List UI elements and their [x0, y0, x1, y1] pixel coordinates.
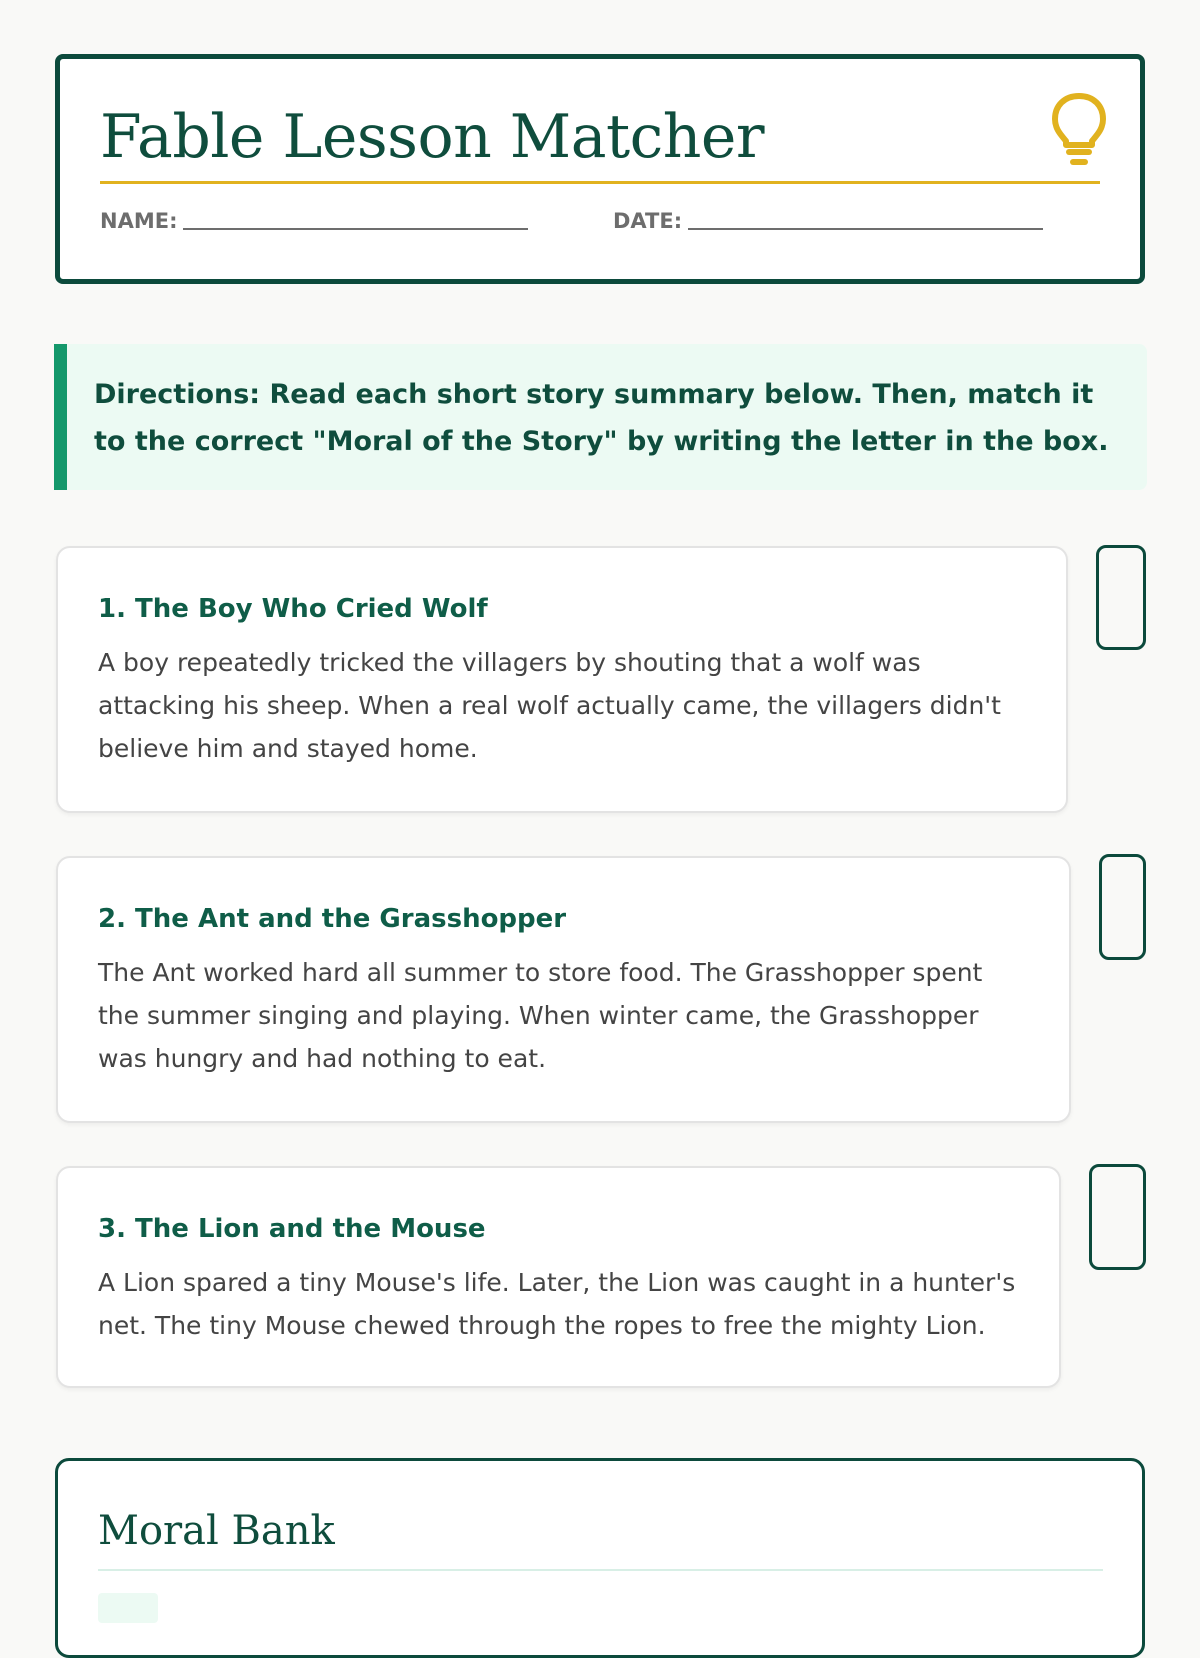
- answer-box-1[interactable]: [1096, 545, 1146, 650]
- moral-bank: [55, 1458, 1145, 1658]
- moral-bank-divider: [98, 1569, 1103, 1571]
- story-summary: A Lion spared a tiny Mouse's life. Later, the Lion was caught in a hunter's net. The tiny Mouse chewed through the ropes to free the mighty Lion.: [98, 1268, 1016, 1340]
- name-blank-line[interactable]: [183, 228, 528, 230]
- answer-box-2[interactable]: [1099, 854, 1146, 960]
- story-card-2: [56, 856, 1071, 1123]
- story-card-1: [56, 546, 1068, 813]
- lightbulb-icon: [1050, 91, 1108, 167]
- date-blank-line[interactable]: [688, 228, 1043, 230]
- moral-letter-chip: [98, 1593, 158, 1623]
- story-summary: A boy repeatedly tricked the villagers by shouting that a wolf was attacking his sheep. When a real wolf actually came, the villagers didn't believe him and stayed home.: [98, 648, 1001, 763]
- story-title: 3. The Lion and the Mouse: [98, 1214, 486, 1244]
- name-label: NAME:: [100, 209, 178, 233]
- moral-bank-title: Moral Bank: [98, 1508, 335, 1554]
- story-summary: The Ant worked hard all summer to store food. The Grasshopper spent the summer singing and playing. When winter came, the Grasshopper was hungry and had nothing to eat.: [98, 958, 983, 1073]
- directions-text: Directions: Read each short story summary below. Then, match it to the correct "Moral of the Story" by writing the letter in the box.: [94, 379, 1109, 457]
- story-title: 1. The Boy Who Cried Wolf: [98, 594, 488, 624]
- date-label: DATE:: [613, 209, 683, 233]
- answer-box-3[interactable]: [1089, 1164, 1146, 1270]
- title-divider: [100, 181, 1100, 184]
- story-card-3: [56, 1166, 1061, 1388]
- date-field[interactable]: [613, 209, 1043, 233]
- worksheet-header: [55, 54, 1145, 284]
- directions-callout: [54, 344, 1147, 490]
- name-field[interactable]: [100, 209, 528, 233]
- page-title: Fable Lesson Matcher: [100, 102, 765, 172]
- story-title: 2. The Ant and the Grasshopper: [98, 904, 567, 934]
